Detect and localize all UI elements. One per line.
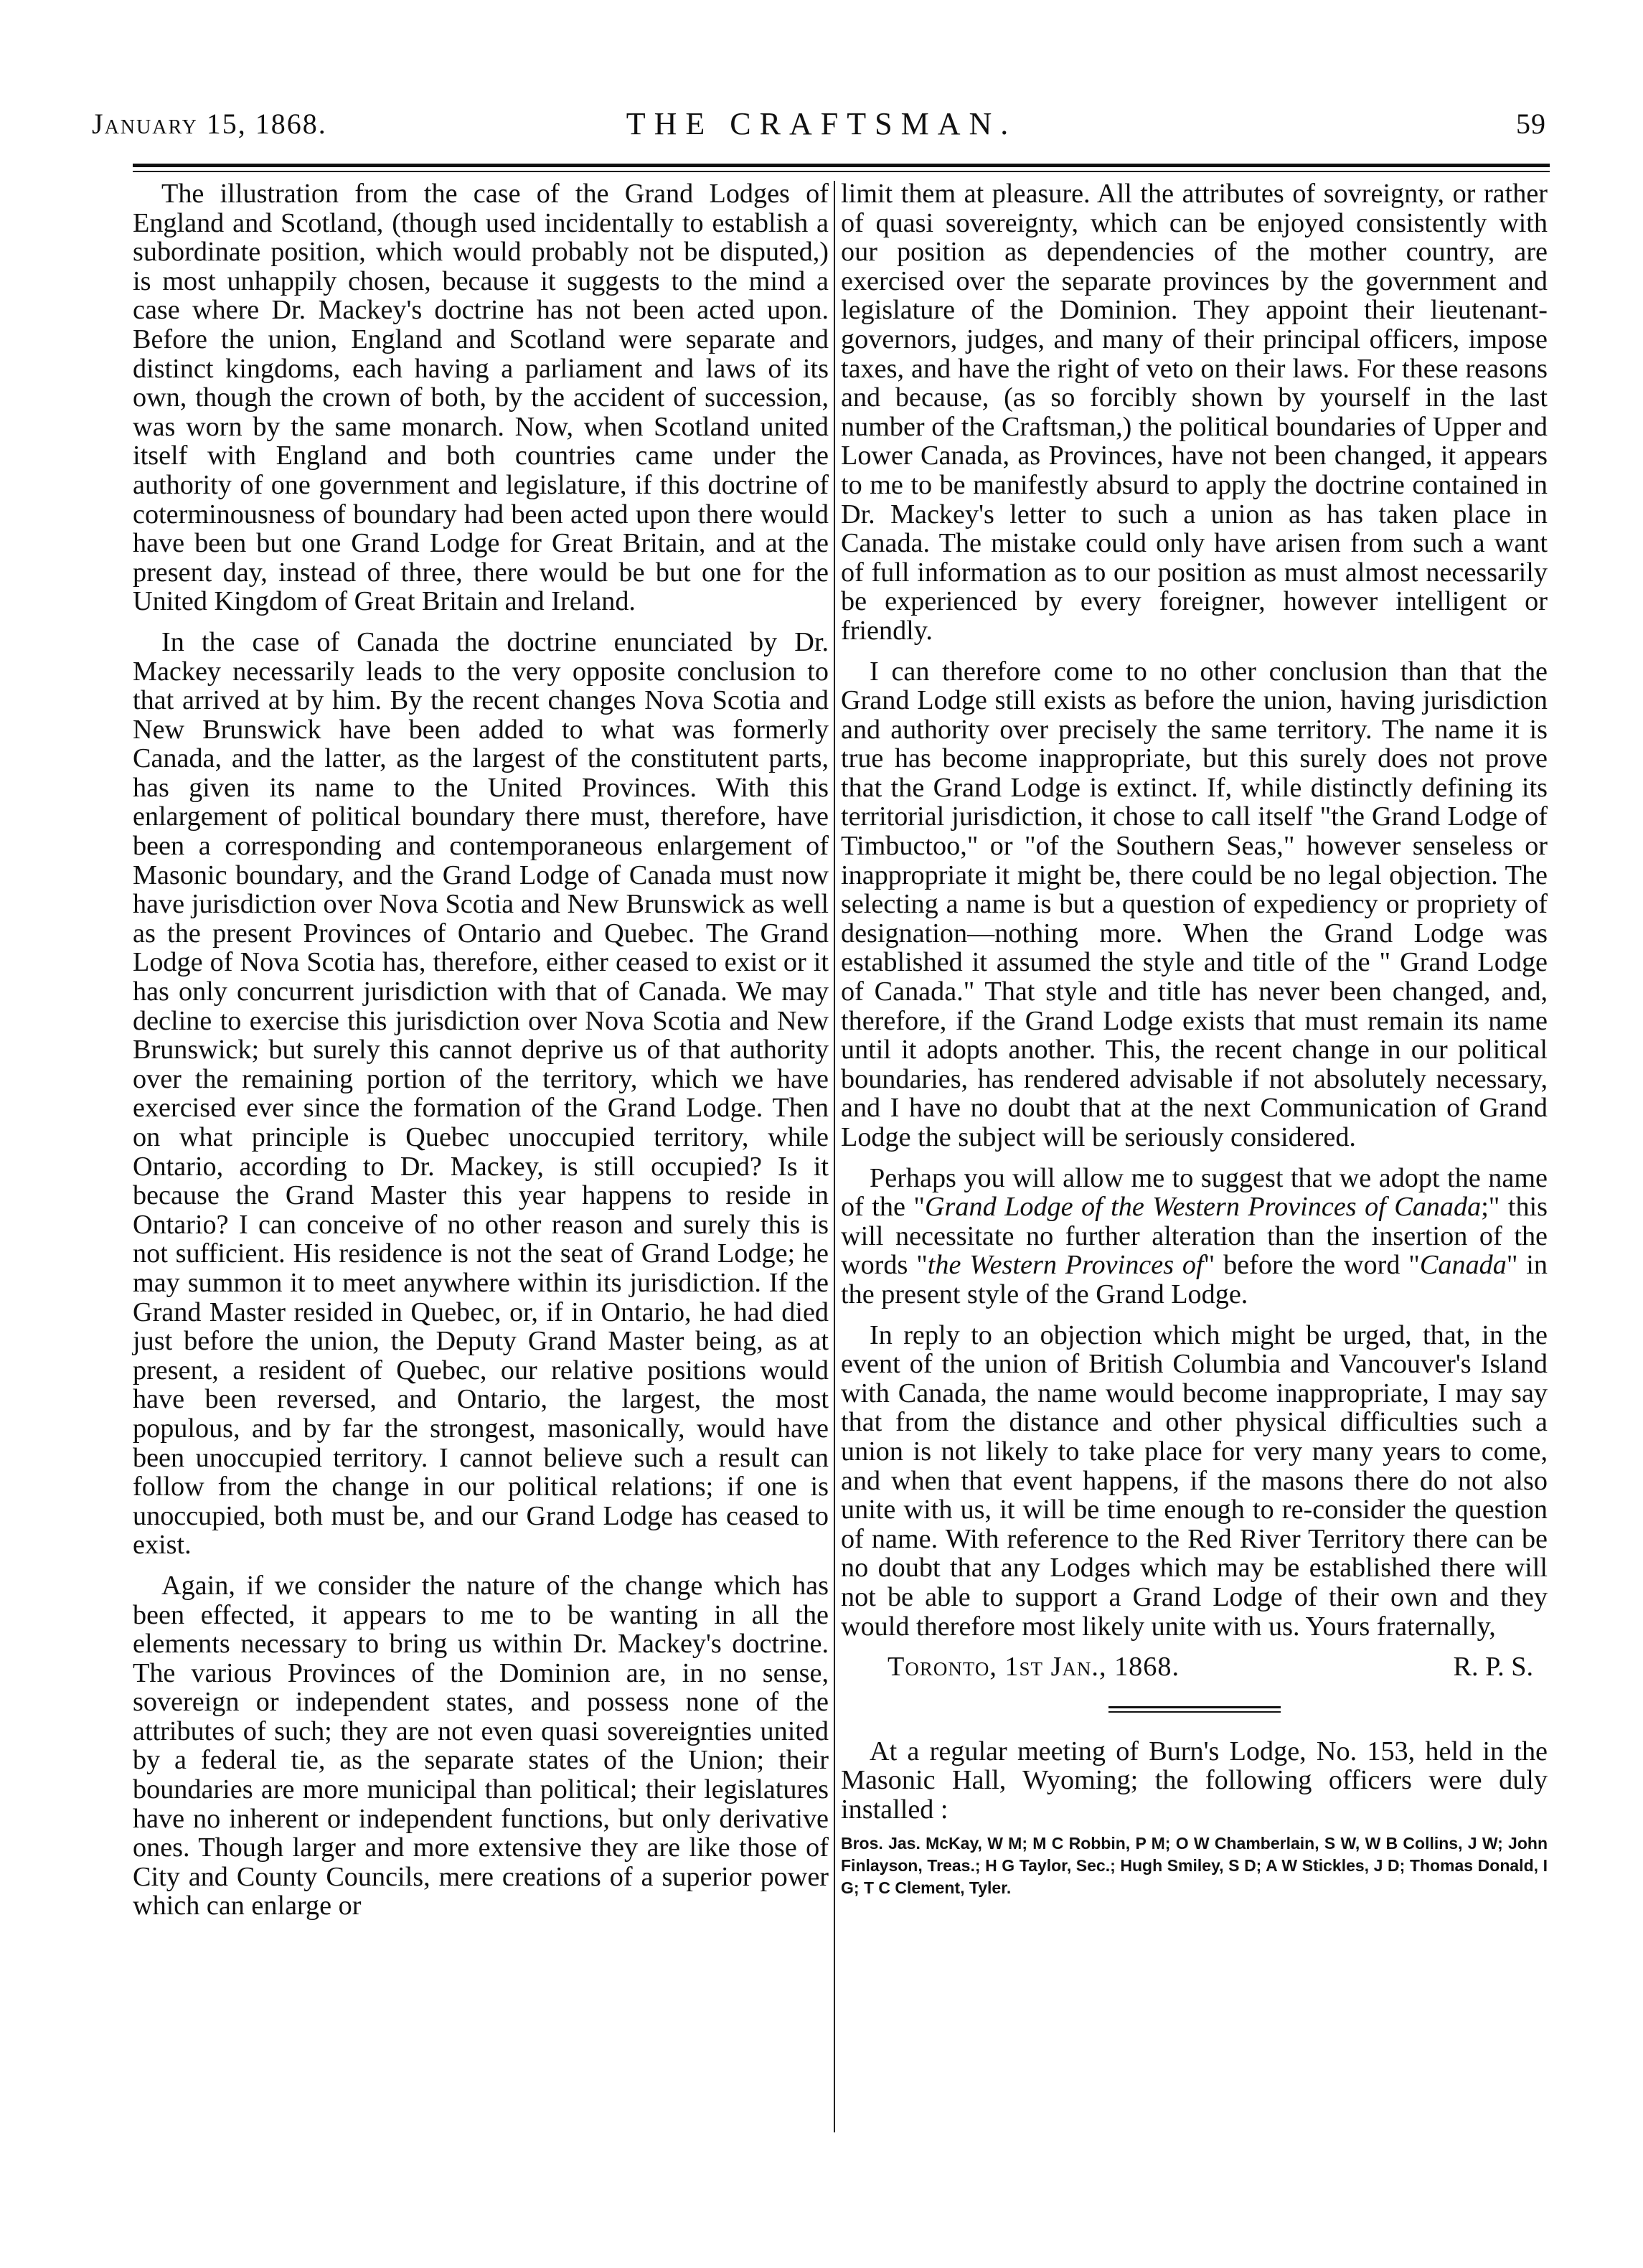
- right-column: [841, 179, 1548, 1899]
- signature-initials: R. P. S.: [1453, 1652, 1533, 1683]
- paragraph-case-of-canada: In the case of Canada the doctrine enunciated by Dr. Mackey necessarily leads to the very opposite conclusion to that arrived at by him. By the recent changes Nova Scotia and New Brunswick have been added to what was formerly Canada, and the latter, as the largest of the constitutent parts, has given its name to the United Provinces. With this enlargement of political boundary there must, therefore, have been a corresponding and contemporaneous enlargement of Masonic boundary, and the Grand Lodge of Canada must now have jurisdiction over Nova Scotia and New Brunswick as well as the present Provinces of Ontario and Quebec. The Grand Lodge of Nova Scotia has, therefore, either ceased to exist or it has only concurrent jurisdiction with that of Canada. We may decline to exercise this jurisdiction over Nova Scotia and New Brunswick; but surely this cannot deprive us of that authority over the remaining portion of the territory, which we have exercised ever since the formation of the Grand Lodge. Then on what principle is Quebec unoccupied territory, while Ontario, according to Dr. Mackey, is still occupied? Is it because the Grand Master this year happens to reside in Ontario? I can conceive of no other reason and surely this is not sufficient. His residence is not the seat of Grand Lodge; he may summon it to meet anywhere within its jurisdiction. If the Grand Master resided in Quebec, or, if in Ontario, he had died just before the union, the Deputy Grand Master being, as at present, a resident of Quebec, our relative positions would have been reversed, and Ontario, the largest, the most populous, and by far the strongest, masonically, would have been unoccupied territory. I cannot believe such a result can follow from the change in our political relations; if one is unoccupied, both must be, and our Grand Lodge has ceased to exist.: [133, 626, 829, 1561]
- column-divider: [834, 181, 835, 2132]
- paragraph-conclusion: I can therefore come to no other conclusion than that the Grand Lodge still exists as before the union, having jurisdiction and authority over precisely the same territory. The name it is true has become inappropriate, but this surely does not prove that the Grand Lodge is extinct. If, while distinctly defining its territorial jurisdiction, it chose to call itself "the Grand Lodge of Timbuctoo," or "of the Southern Seas," however senseless or inappropriate it might be, there could be no legal objection. The selecting a name is but a question of expediency or propriety of designation—nothing more. When the Grand Lodge was established it assumed the style and title of the " Grand Lodge of Canada." That style and title has never been changed, and, therefore, if the Grand Lodge exists that must remain its name until it adopts another. This, the recent change in our political boundaries, has rendered advisable if not absolutely necessary, and I have no doubt that at the next Communication of Grand Lodge the subject will be seriously considered.: [841, 656, 1548, 1152]
- left-column: [133, 179, 829, 1921]
- inserted-words: the Western Provinces of: [927, 1250, 1204, 1281]
- lodge-meeting-notice: At a regular meeting of Burn's Lodge, No. 153, held in the Masonic Hall, Wyoming; the following officers were duly installed :: [841, 1736, 1548, 1825]
- paragraph-nature-of-change: Again, if we consider the nature of the change which has been effected, it appears to me to be wanting in all the elements necessary to bring us within Dr. Mackey's doctrine. The various Provinces of the Dominion are, in no sense, sovereign or independent states, and possess none of the attributes of such; they are not even quasi sovereignties united by a federal tie, as the separate states of the Union; their boundaries are more municipal than political; their legislatures have no inherent or independent functions, but only derivative ones. Though larger and more extensive they are like those of City and County Councils, mere creations of a superior power which can enlarge or: [133, 1570, 829, 1921]
- suggestion-text-a: Perhaps you will allow me to suggest that we adopt the name of the ": [841, 1162, 1548, 1223]
- page-number: 59: [1516, 108, 1546, 140]
- paragraph-attributes-of-sovereignty: limit them at pleasure. All the attributes of sovreignty, or rather of quasi sovereignty, which can be enjoyed consistently with our position as dependencies of the mother country, are exercised over the separate provinces by the government and legislature of the Dominion. They appoint their lieutenant-governors, judges, and many of their principal officers, impose taxes, and have the right of veto on their laws. For these reasons and because, (as so forcibly shown by yourself in the last number of the Craftsman,) the political boundaries of Upper and Lower Canada, as Provinces, have not been changed, it appears to me to be manifestly absurd to apply the doctrine contained in Dr. Mackey's letter to such a union as has taken place in Canada. The mistake could only have arisen from such a want of full information as to our position as must almost necessarily be experienced by every foreigner, however intelligent or friendly.: [841, 179, 1548, 646]
- suggestion-text-e: " before the word ": [1203, 1250, 1420, 1281]
- suggestion-text-c: ;" this will necessitate no further alteration than the insertion of the words ": [841, 1192, 1548, 1281]
- word-canada: Canada: [1419, 1250, 1507, 1281]
- suggested-name: Grand Lodge of the Western Provinces of Canada: [924, 1192, 1482, 1223]
- paragraph-grand-lodges-illustration: The illustration from the case of the Grand Lodges of England and Scotland, (though used incidentally to establish a subordinate position, which would probably not be disputed,) is most unhappily chosen, because it suggests to the mind a case where Dr. Mackey's doctrine has not been acted upon. Before the union, England and Scotland were separate and distinct kingdoms, each having a parliament and laws of its own, though the crown of both, by the accident of succession, was worn by the same monarch. Now, when Scotland united itself with England and both countries came under the authority of one government and legislature, if this doctrine of coterminousness of boundary had been acted upon there would have been but one Grand Lodge for Great Britain, and at the present day, instead of three, there would be but one for the United Kingdom of Great Britain and Ireland.: [133, 179, 829, 617]
- suggestion-text-g: " in the present style of the Grand Lodge.: [841, 1250, 1548, 1309]
- header-rule-thick: [133, 164, 1550, 167]
- issue-date: January 15, 1868.: [92, 108, 327, 140]
- masthead-title: THE CRAFTSMAN.: [626, 106, 1017, 141]
- officers-list: Bros. Jas. McKay, W M; M C Robbin, P M; O W Chamberlain, S W, W B Collins, J W; John Finlayson, Treas.; H G Taylor, Sec.; Hugh Smiley, S D; A W Stickles, J D; Thomas Donald, I G; T C Clement, Tyler.: [841, 1834, 1548, 1898]
- paragraph-name-suggestion: [841, 1164, 1548, 1309]
- header-rule-thin: [133, 171, 1550, 172]
- signature-place-date: Toronto, 1st Jan., 1868.: [888, 1652, 1180, 1683]
- letter-signature: [841, 1652, 1548, 1682]
- paragraph-objection-reply: In reply to an objection which might be urged, that, in the event of the union of British Columbia and Vancouver's Island with Canada, the name would become inappropriate, I may say that from the distance and other physical difficulties such a union is not likely to take place for very many years to come, and when that event happens, if the masons there do not also unite with us, it will be time enough to re-consider the question of name. With reference to the Red River Territory there can be no doubt that any Lodges which may be established there will not be able to support a Grand Lodge of their own and they would therefore most likely unite with us. Yours fraternally,: [841, 1319, 1548, 1642]
- section-divider-thin: [1108, 1711, 1281, 1713]
- section-divider-thick: [1108, 1706, 1281, 1708]
